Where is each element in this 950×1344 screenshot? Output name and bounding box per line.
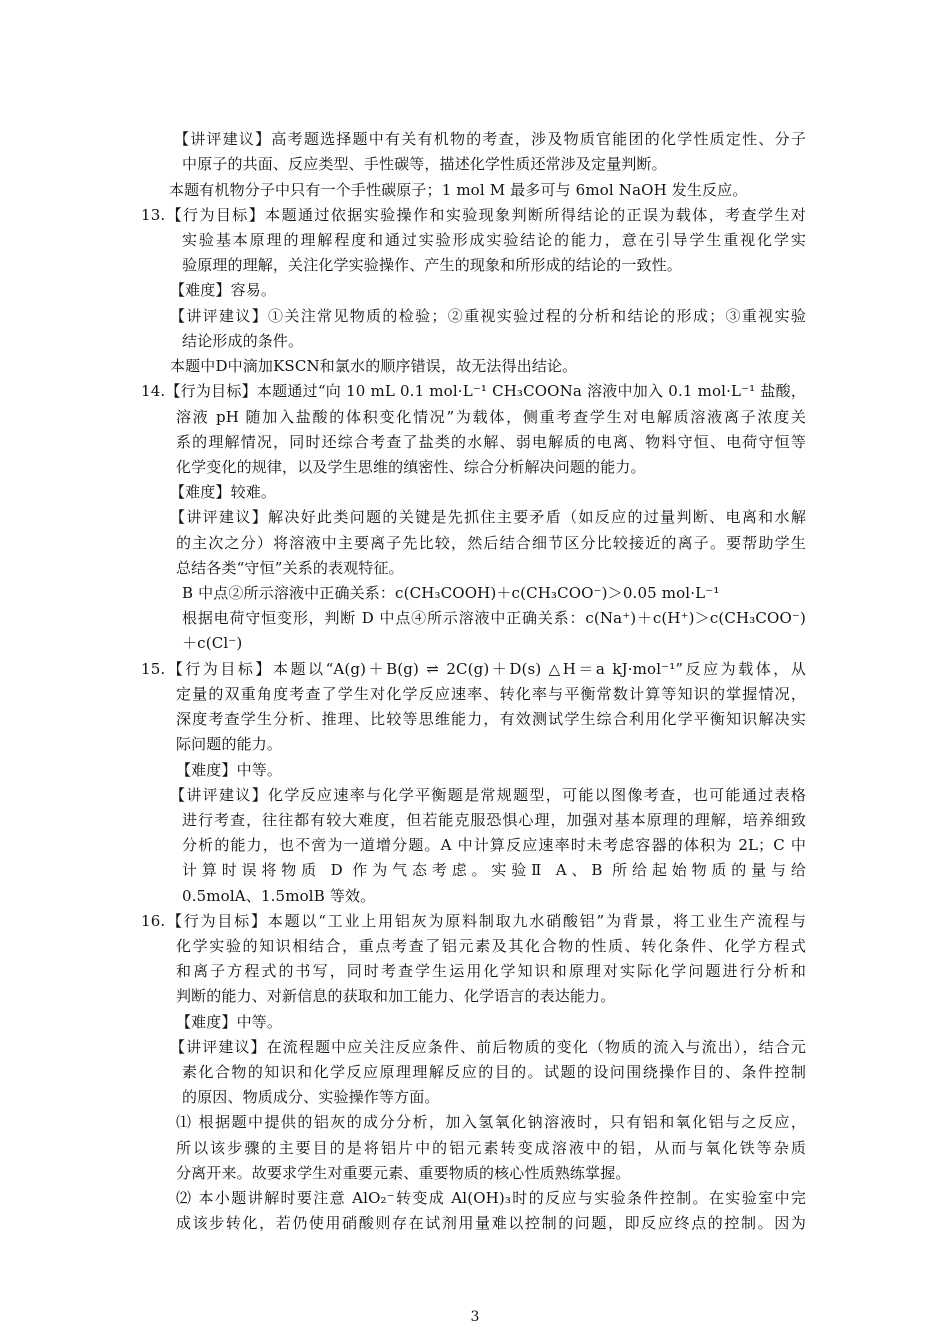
text-line: 系的理解情况，同时还综合考查了盐类的水解、弱电解质的电离、物料守恒、电荷守恒等 bbox=[176, 433, 806, 451]
text-line: 成该步转化，若仍使用硝酸则存在试剂用量难以控制的问题，即反应终点的控制。因为 bbox=[176, 1214, 806, 1232]
text-line: 【难度】容易。 bbox=[170, 281, 277, 299]
text-line: 素化合物的知识和化学反应原理理解反应的目的。试题的设问围绕操作目的、条件控制 bbox=[182, 1063, 806, 1081]
text-line: 14.【行为目标】本题通过“向 10 mL 0.1 mol·L⁻¹ CH₃COONa 溶液中加入 0.1 mol·L⁻¹ 盐酸， bbox=[141, 382, 806, 400]
page-number: 3 bbox=[470, 1309, 480, 1325]
text-line: 实验基本原理的理解程度和通过实验形成实验结论的能力，意在引导学生重视化学实 bbox=[182, 231, 806, 249]
text-line: 分离开来。故要求学生对重要元素、重要物质的核心性质熟练掌握。 bbox=[176, 1164, 631, 1182]
text-line: 结论形成的条件。 bbox=[182, 332, 304, 350]
text-line: ⑵ 本小题讲解时要注意 AlO₂⁻转变成 Al(OH)₃时的反应与实验条件控制。在实验室中完 bbox=[176, 1189, 806, 1207]
text-line: ＋c(Cl⁻) bbox=[182, 634, 243, 652]
text-line: 总结各类“守恒”关系的表观特征。 bbox=[176, 559, 404, 577]
text-line: 验原理的理解，关注化学实验操作、产生的现象和所形成的结论的一致性。 bbox=[182, 256, 682, 274]
text-line: 根据电荷守恒变形，判断 D 中点④所示溶液中正确关系：c(Na⁺)＋c(H⁺)＞c(CH₃COO⁻) bbox=[182, 609, 806, 627]
text-line: 化学变化的规律，以及学生思维的缜密性、综合分析解决问题的能力。 bbox=[176, 458, 646, 476]
text-line: 定量的双重角度考查了学生对化学反应速率、转化率与平衡常数计算等知识的掌握情况， bbox=[176, 685, 806, 703]
text-line: 和离子方程式的书写，同时考查学生运用化学知识和原理对实际化学问题进行分析和 bbox=[176, 962, 806, 980]
text-line: 分析的能力，也不啻为一道增分题。A 中计算反应速率时未考虑容器的体积为 2L；C 中 bbox=[182, 836, 806, 854]
text-line: 计算时误将物质 D 作为气态考虑。实验Ⅱ A、B 所给起始物质的量与给 bbox=[182, 861, 806, 879]
text-line: 的原因、物质成分、实验操作等方面。 bbox=[182, 1088, 440, 1106]
text-line: 化学实验的知识相结合，重点考查了铝元素及其化合物的性质、转化条件、化学方程式 bbox=[176, 937, 806, 955]
text-line: 溶液 pH 随加入盐酸的体积变化情况”为载体，侧重考查学生对电解质溶液离子浓度关 bbox=[176, 408, 806, 426]
text-line: 【讲评建议】化学反应速率与化学平衡题是常规题型，可能以图像考查，也可能通过表格 bbox=[170, 786, 806, 804]
text-line: 深度考查学生分析、推理、比较等思维能力，有效测试学生综合利用化学平衡知识解决实 bbox=[176, 710, 806, 728]
text-line: 【难度】中等。 bbox=[176, 761, 283, 779]
text-line: 所以该步骤的主要目的是将铝片中的铝元素转变成溶液中的铝，从而与氧化铁等杂质 bbox=[176, 1139, 806, 1157]
text-line: 【讲评建议】解决好此类问题的关键是先抓住主要矛盾（如反应的过量判断、电离和水解 bbox=[170, 508, 806, 526]
text-line: 16.【行为目标】本题以“工业上用铝灰为原料制取九水硝酸铝”为背景，将工业生产流程与 bbox=[141, 912, 806, 930]
text-line: ⑴ 根据题中提供的铝灰的成分分析，加入氢氧化钠溶液时，只有铝和氧化铝与之反应， bbox=[176, 1113, 806, 1131]
text-line: 【讲评建议】在流程题中应关注反应条件、前后物质的变化（物质的流入与流出），结合元 bbox=[170, 1038, 806, 1056]
text-line: 中原子的共面、反应类型、手性碳等，描述化学性质还常涉及定量判断。 bbox=[182, 155, 667, 173]
text-line: 【难度】较难。 bbox=[170, 483, 277, 501]
text-line: 15.【行为目标】本题以“A(g)＋B(g) ⇌ 2C(g)＋D(s) △H＝a kJ·mol⁻¹”反应为载体，从 bbox=[141, 660, 806, 678]
text-line: 际问题的能力。 bbox=[176, 735, 283, 753]
text-line: 的主次之分）将溶液中主要离子先比较，然后结合细节区分比较接近的离子。要帮助学生 bbox=[176, 534, 806, 552]
text-line: 【讲评建议】①关注常见物质的检验；②重视实验过程的分析和结论的形成；③重视实验 bbox=[170, 307, 806, 325]
text-line: 进行考查，往往都有较大难度，但若能克服恐惧心理，加强对基本原理的理解，培养细致 bbox=[182, 811, 806, 829]
text-line: 【讲评建议】高考题选择题中有关有机物的考查，涉及物质官能团的化学性质定性、分子 bbox=[174, 130, 806, 148]
text-line: 本题有机物分子中只有一个手性碳原子；1 mol M 最多可与 6mol NaOH 发生反应。 bbox=[169, 181, 748, 199]
text-line: 13.【行为目标】本题通过依据实验操作和实验现象判断所得结论的正误为载体，考查学生对 bbox=[141, 206, 806, 224]
text-line: 0.5molA、1.5molB 等效。 bbox=[182, 887, 376, 905]
text-line: 判断的能力、对新信息的获取和加工能力、化学语言的表达能力。 bbox=[176, 987, 616, 1005]
text-line: 本题中D中滴加KSCN和氯水的顺序错误，故无法得出结论。 bbox=[170, 357, 578, 375]
text-line: B 中点②所示溶液中正确关系：c(CH₃COOH)＋c(CH₃COO⁻)＞0.05 mol·L⁻¹ bbox=[182, 584, 720, 602]
text-line: 【难度】中等。 bbox=[176, 1013, 283, 1031]
